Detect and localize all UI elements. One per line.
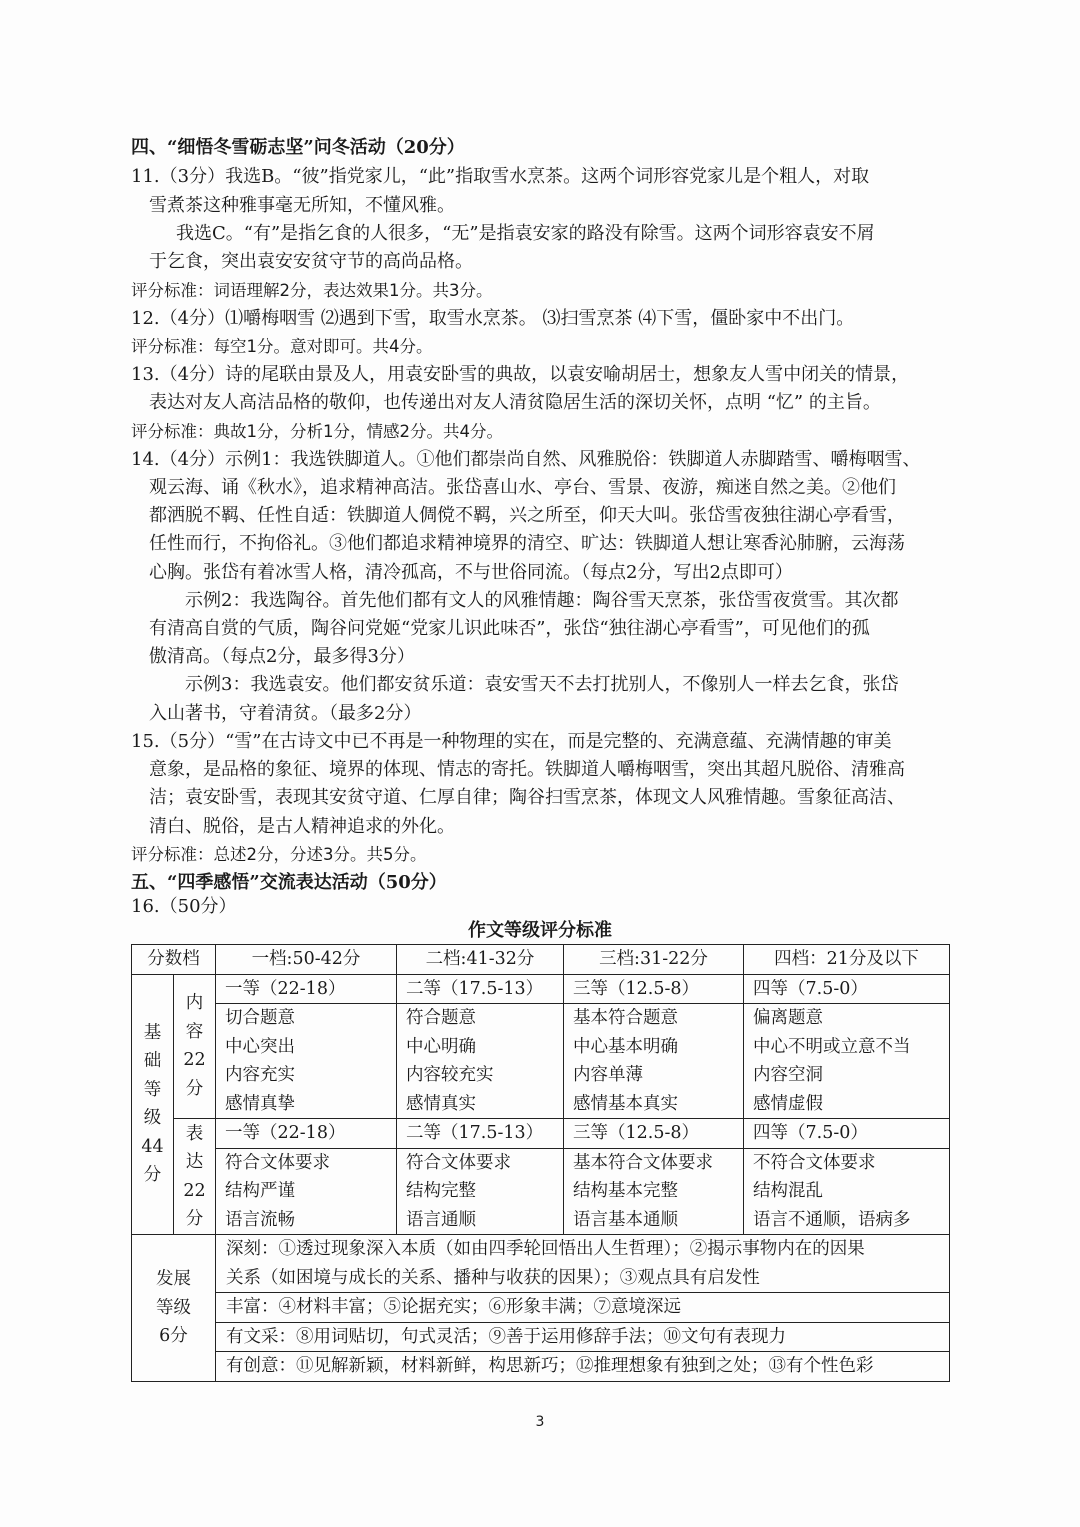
header-tier-1: 一档:50-42分 bbox=[216, 945, 397, 975]
label-char: 容 bbox=[185, 1021, 204, 1042]
criteria-item: 中心基本明确 bbox=[573, 1036, 678, 1057]
label-char: 内 bbox=[185, 993, 204, 1014]
label-char: 级 bbox=[143, 1108, 162, 1129]
label-char: 基 bbox=[143, 1022, 162, 1043]
expression-criteria-4 bbox=[744, 1148, 950, 1235]
criteria-item: 符合文体要求 bbox=[406, 1152, 511, 1173]
development-literary-row bbox=[132, 1322, 950, 1352]
criteria-item: 结构严谨 bbox=[225, 1181, 295, 1201]
criteria-item: 语言流畅 bbox=[225, 1209, 295, 1230]
grading-table bbox=[131, 944, 950, 1382]
development-label bbox=[132, 1235, 216, 1382]
label-char: 22 bbox=[183, 1050, 206, 1071]
development-literary: 有文采：⑧用词贴切，句式灵活；⑨善于运用修辞手法；⑩文句有表现力 bbox=[216, 1322, 950, 1352]
criteria-item: 感情真挚 bbox=[225, 1093, 295, 1114]
criteria-item: 符合文体要求 bbox=[225, 1152, 330, 1173]
q15-line2: 意象，是品格的象征、境界的体现、情志的寄托。铁脚道人嚼梅咽雪，突出其超凡脱俗、清雅高 bbox=[149, 759, 905, 780]
header-tier-4: 四档：21分及以下 bbox=[744, 945, 950, 975]
q14-line2: 观云海、诵《秋水》，追求精神高洁。张岱喜山水、亭台、雪景、夜游，痴迷自然之美。②他们 bbox=[149, 477, 896, 498]
criteria-item: 基本符合文体要求 bbox=[573, 1152, 713, 1173]
q12-criteria: 评分标准：每空1分。意对即可。共4分。 bbox=[131, 337, 433, 356]
development-label-line: 发展 bbox=[156, 1269, 191, 1289]
expression-grade-1: 一等（22-18） bbox=[216, 1119, 397, 1149]
q14-line6: 示例2：我选陶谷。首先他们都有文人的风雅情趣：陶谷雪天烹茶，张岱雪夜赏雪。其次都 bbox=[185, 590, 899, 611]
label-char: 分 bbox=[185, 1078, 204, 1099]
development-label-line: 6分 bbox=[159, 1326, 188, 1346]
q16-line: 16.（50分） bbox=[131, 896, 237, 917]
header-tier-2: 二档:41-32分 bbox=[397, 945, 564, 975]
criteria-item: 结构混乱 bbox=[753, 1181, 823, 1201]
development-label-line: 等级 bbox=[156, 1297, 191, 1318]
expression-criteria-2 bbox=[397, 1148, 564, 1235]
q11-criteria: 评分标准：词语理解2分，表达效果1分。共3分。 bbox=[131, 281, 493, 300]
q13-line1: 13.（4分）诗的尾联由景及人，用袁安卧雪的典故，以袁安喻胡居士，想象友人雪中闭关的情景， bbox=[131, 364, 910, 385]
q14-line5: 心胸。张岱有着冰雪人格，清冷孤高，不与世俗同流。（每点2分，写出2点即可） bbox=[149, 562, 793, 583]
criteria-item: 中心突出 bbox=[225, 1036, 295, 1057]
expression-criteria-row bbox=[132, 1148, 950, 1235]
page-number: 3 bbox=[535, 1414, 545, 1430]
criteria-item: 不符合文体要求 bbox=[753, 1152, 876, 1173]
content-grade-1: 一等（22-18） bbox=[216, 974, 397, 1004]
development-deep bbox=[216, 1235, 950, 1293]
q11-line4: 于乞食，突出袁安安贫守节的高尚品格。 bbox=[149, 251, 473, 272]
criteria-item: 中心不明或立意不当 bbox=[753, 1036, 911, 1057]
development-rich-row bbox=[132, 1293, 950, 1323]
q13-criteria: 评分标准：典故1分，分析1分，情感2分。共4分。 bbox=[131, 422, 503, 441]
criteria-item: 基本符合题意 bbox=[573, 1008, 678, 1028]
q14-line9: 示例3：我选袁安。他们都安贫乐道：袁安雪天不去打扰别人，不像别人一样去乞食，张岱 bbox=[185, 674, 899, 695]
q15-line4: 清白、脱俗，是古人精神追求的外化。 bbox=[149, 816, 455, 837]
q14-line8: 傲清高。（每点2分，最多得3分） bbox=[149, 646, 415, 667]
q13-line2: 表达对友人高洁品格的敬仰，也传递出对友人清贫隐居生活的深切关怀，点明 “忆” 的主旨。 bbox=[149, 392, 881, 413]
q14-line4: 任性而行，不拘俗礼。③他们都追求精神境界的清空、旷达：铁脚道人想让寒香沁肺腑，云海荡 bbox=[149, 533, 905, 554]
table-title: 作文等级评分标准 bbox=[468, 920, 612, 941]
development-creative-row bbox=[132, 1352, 950, 1382]
criteria-item: 切合题意 bbox=[225, 1008, 295, 1028]
content-criteria-1 bbox=[216, 1004, 397, 1119]
expression-grade-4: 四等（7.5-0） bbox=[744, 1119, 950, 1149]
content-label bbox=[174, 974, 216, 1119]
expression-criteria-3 bbox=[564, 1148, 744, 1235]
q15-line3: 洁；袁安卧雪，表现其安贫守道、仁厚自律；陶谷扫雪烹茶，体现文人风雅情趣。雪象征高洁、 bbox=[149, 787, 905, 808]
criteria-item: 语言基本通顺 bbox=[573, 1209, 678, 1230]
section5-heading: 五、“四季感悟”交流表达活动（50分） bbox=[131, 872, 447, 893]
content-grade-4: 四等（7.5-0） bbox=[744, 974, 950, 1004]
development-deep-row bbox=[132, 1235, 950, 1293]
label-char: 44 bbox=[141, 1136, 164, 1157]
development-rich: 丰富：④材料丰富；⑤论据充实；⑥形象丰满；⑦意境深远 bbox=[216, 1293, 950, 1323]
criteria-item: 感情真实 bbox=[406, 1093, 476, 1114]
table-header-row bbox=[132, 945, 950, 975]
criteria-item: 感情虚假 bbox=[753, 1093, 823, 1114]
criteria-item: 内容单薄 bbox=[573, 1065, 643, 1085]
expression-grade-2: 二等（17.5-13） bbox=[397, 1119, 564, 1149]
label-char: 础 bbox=[143, 1051, 162, 1072]
q11-line1: 11.（3分）我选B。“彼”指党家儿，“此”指取雪水烹茶。这两个词形容党家儿是个粗人，对取 bbox=[131, 166, 870, 187]
criteria-item: 符合题意 bbox=[406, 1008, 476, 1028]
expression-grade-row bbox=[132, 1119, 950, 1149]
header-tier-3: 三档:31-22分 bbox=[564, 945, 744, 975]
expression-criteria-1 bbox=[216, 1148, 397, 1235]
content-criteria-row bbox=[132, 1004, 950, 1119]
content-criteria-3 bbox=[564, 1004, 744, 1119]
criteria-item: 中心明确 bbox=[406, 1036, 476, 1057]
label-char: 等 bbox=[143, 1079, 162, 1100]
criteria-item: 偏离题意 bbox=[753, 1008, 823, 1028]
development-creative: 有创意：⑪见解新颖，材料新鲜，构思新巧；⑫推理想象有独到之处；⑬有个性色彩 bbox=[216, 1352, 950, 1382]
q15-criteria: 评分标准：总述2分，分述3分。共5分。 bbox=[131, 845, 427, 864]
criteria-item: 内容空洞 bbox=[753, 1065, 823, 1085]
content-criteria-2 bbox=[397, 1004, 564, 1119]
expression-grade-3: 三等（12.5-8） bbox=[564, 1119, 744, 1149]
criteria-item: 感情基本真实 bbox=[573, 1093, 678, 1114]
criteria-item: 内容较充实 bbox=[406, 1065, 494, 1085]
label-char: 22 bbox=[183, 1180, 206, 1201]
development-deep-line: 关系（如困境与成长的关系、播种与收获的因果）；③观点具有启发性 bbox=[226, 1267, 760, 1288]
q12-line1: 12.（4分）⑴嚼梅咽雪 ⑵遇到下雪，取雪水烹茶。 ⑶扫雪烹茶 ⑷下雪，僵卧家中不出门。 bbox=[131, 308, 855, 329]
label-char: 达 bbox=[185, 1152, 204, 1172]
section4-heading: 四、“细悟冬雪砺志坚”问冬活动（20分） bbox=[131, 137, 465, 158]
content-criteria-4 bbox=[744, 1004, 950, 1119]
label-char: 分 bbox=[185, 1209, 204, 1229]
criteria-item: 内容充实 bbox=[225, 1065, 295, 1085]
expression-label bbox=[174, 1119, 216, 1235]
label-char: 分 bbox=[143, 1165, 162, 1186]
q11-line2: 雪煮茶这种雅事毫无所知，不懂风雅。 bbox=[149, 195, 455, 216]
criteria-item: 语言通顺 bbox=[406, 1209, 476, 1230]
q14-line3: 都洒脱不羁、任性自适：铁脚道人倜傥不羁，兴之所至，仰天大叫。张岱雪夜独往湖心亭看雪， bbox=[149, 505, 905, 526]
q14-line7: 有清高自赏的气质，陶谷问党姬“党家儿识此味否”，张岱“独往湖心亭看雪”，可见他们的孤 bbox=[149, 618, 870, 639]
criteria-item: 结构完整 bbox=[406, 1181, 476, 1201]
q14-line10: 入山著书，守着清贫。（最多2分） bbox=[149, 703, 422, 724]
header-score-tier: 分数档 bbox=[132, 945, 216, 975]
q11-line3: 我选C。“有”是指乞食的人很多，“无”是指袁安家的路没有除雪。这两个词形容袁安不屑 bbox=[176, 223, 875, 244]
basic-level-label bbox=[132, 974, 174, 1235]
content-grade-3: 三等（12.5-8） bbox=[564, 974, 744, 1004]
q14-line1: 14.（4分）示例1：我选铁脚道人。①他们都崇尚自然、风雅脱俗：铁脚道人赤脚踏雪、嚼梅咽雪、 bbox=[131, 449, 921, 470]
content-grade-2: 二等（17.5-13） bbox=[397, 974, 564, 1004]
criteria-item: 语言不通顺，语病多 bbox=[753, 1209, 911, 1230]
content-grade-row bbox=[132, 974, 950, 1004]
criteria-item: 结构基本完整 bbox=[573, 1181, 678, 1201]
development-deep-line: 深刻：①透过现象深入本质（如由四季轮回悟出人生哲理）；②揭示事物内在的因果 bbox=[226, 1239, 865, 1259]
q15-line1: 15.（5分）“雪”在古诗文中已不再是一种物理的实在，而是完整的、充满意蕴、充满情趣的审美 bbox=[131, 731, 892, 752]
label-char: 表 bbox=[185, 1123, 204, 1144]
